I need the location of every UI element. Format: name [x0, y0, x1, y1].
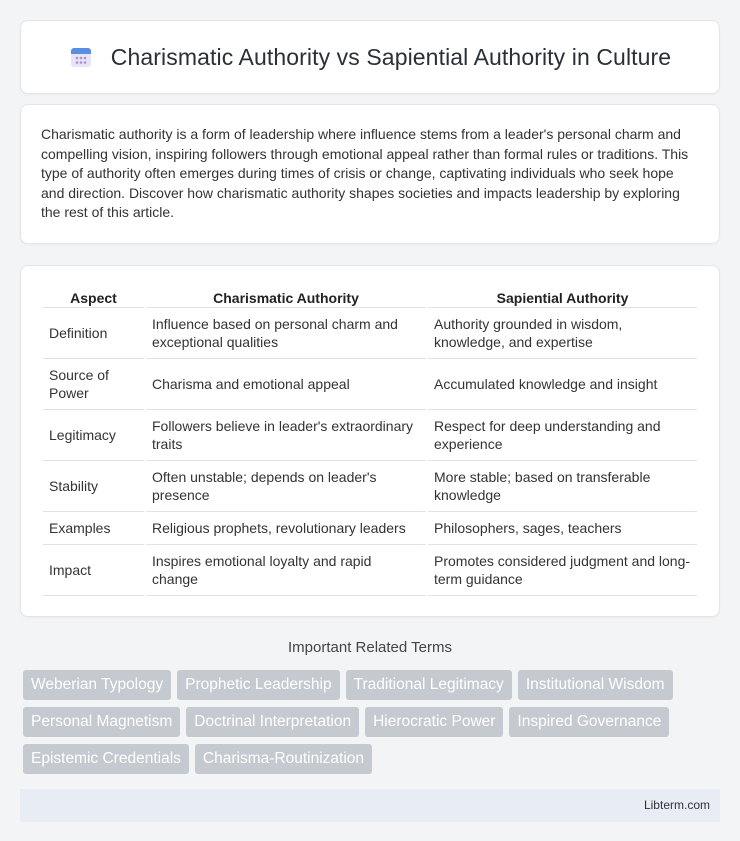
- row-sapiential: Accumulated knowledge and insight: [428, 359, 697, 410]
- related-term-tag[interactable]: Personal Magnetism: [23, 707, 180, 737]
- related-term-tag[interactable]: Traditional Legitimacy: [346, 670, 512, 700]
- related-terms-title: Important Related Terms: [288, 638, 452, 656]
- row-charismatic: Inspires emotional loyalty and rapid change: [146, 545, 426, 596]
- footer: [20, 789, 720, 822]
- header-charismatic: Charismatic Authority: [146, 286, 426, 308]
- related-term-tag[interactable]: Weberian Typology: [23, 670, 171, 700]
- table-row: [43, 512, 697, 545]
- related-terms-list: [20, 670, 720, 774]
- row-aspect: Impact: [43, 545, 144, 596]
- intro-card: [20, 104, 720, 244]
- row-sapiential: Promotes considered judgment and long-term guidance: [428, 545, 697, 596]
- row-charismatic: Religious prophets, revolutionary leaders: [146, 512, 426, 545]
- row-charismatic: Followers believe in leader's extraordinary traits: [146, 410, 426, 461]
- related-term-tag[interactable]: Prophetic Leadership: [177, 670, 340, 700]
- row-aspect: Legitimacy: [43, 410, 144, 461]
- intro-text: Charismatic authority is a form of leadership where influence stems from a leader's personal charm and compelling vision, inspiring followers through emotional appeal rather than formal rules or traditions. This type of authority often emerges during times of crisis or change, captivating individuals who seek hope and direction. Discover how charismatic authority shapes societies and impacts leadership by exploring the rest of this article.: [41, 126, 689, 221]
- page-header: [20, 20, 720, 94]
- related-term-tag[interactable]: Institutional Wisdom: [518, 670, 673, 700]
- footer-site-link[interactable]: Libterm.com: [643, 798, 710, 813]
- table-header-row: [43, 286, 697, 308]
- related-term-tag[interactable]: Epistemic Credentials: [23, 744, 189, 774]
- calendar-icon: [69, 45, 93, 69]
- row-sapiential: More stable; based on transferable knowledge: [428, 461, 697, 512]
- table-row: [43, 410, 697, 461]
- header-aspect: Aspect: [43, 286, 144, 308]
- row-aspect: Source of Power: [43, 359, 144, 410]
- row-sapiential: Philosophers, sages, teachers: [428, 512, 697, 545]
- row-sapiential: Respect for deep understanding and experience: [428, 410, 697, 461]
- row-aspect: Examples: [43, 512, 144, 545]
- row-charismatic: Often unstable; depends on leader's presence: [146, 461, 426, 512]
- row-charismatic: Charisma and emotional appeal: [146, 359, 426, 410]
- related-term-tag[interactable]: Doctrinal Interpretation: [186, 707, 359, 737]
- row-aspect: Definition: [43, 308, 144, 359]
- comparison-table: [41, 286, 699, 596]
- related-term-tag[interactable]: Inspired Governance: [509, 707, 669, 737]
- header-sapiential: Sapiential Authority: [428, 286, 697, 308]
- row-charismatic: Influence based on personal charm and exceptional qualities: [146, 308, 426, 359]
- table-row: [43, 461, 697, 512]
- table-row: [43, 545, 697, 596]
- table-row: [43, 308, 697, 359]
- row-aspect: Stability: [43, 461, 144, 512]
- related-term-tag[interactable]: Hierocratic Power: [365, 707, 503, 737]
- page-title: Charismatic Authority vs Sapiential Authority in Culture: [110, 43, 672, 70]
- row-sapiential: Authority grounded in wisdom, knowledge, and expertise: [428, 308, 697, 359]
- related-term-tag[interactable]: Charisma-Routinization: [195, 744, 372, 774]
- table-row: [43, 359, 697, 410]
- comparison-card: [20, 265, 720, 617]
